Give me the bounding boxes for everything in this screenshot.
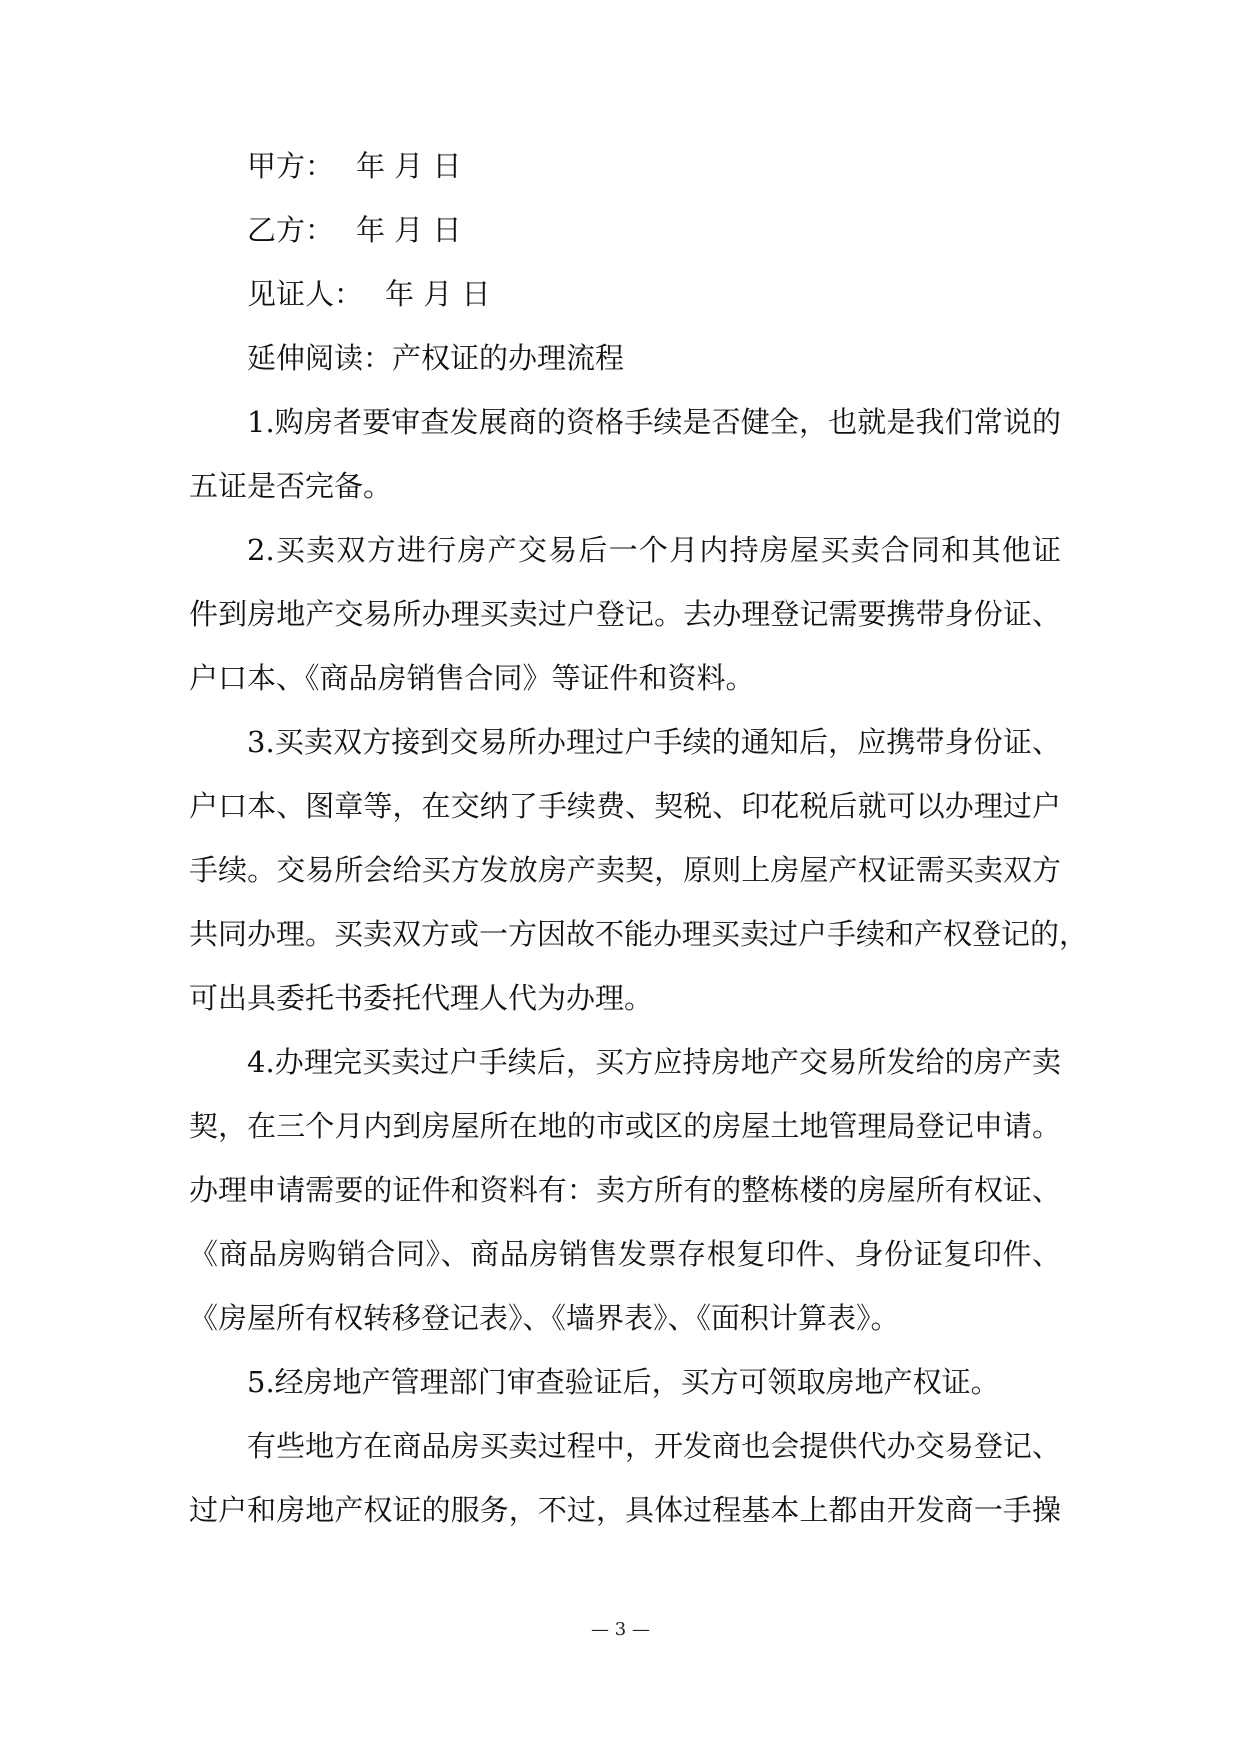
document-body <box>189 149 1089 1558</box>
paragraph <box>189 1430 1061 1526</box>
paragraph-line: 户口本、《商品房销售合同》等证件和资料。 <box>189 661 755 695</box>
paragraph-line: 4.办理完买卖过户手续后，买方应持房地产交易所发给的房产卖 <box>247 1045 1061 1079</box>
section-heading: 延伸阅读：产权证的办理流程 <box>247 341 625 375</box>
paragraph-line: 户口本、图章等，在交纳了手续费、契税、印花税后就可以办理过户 <box>189 789 1061 823</box>
signature-party-a <box>189 150 1061 214</box>
signature-party-b <box>189 214 1061 278</box>
paragraph <box>189 725 1089 1015</box>
signature-label: 见证人： <box>247 277 364 311</box>
paragraph-line: 五证是否完备。 <box>189 469 393 503</box>
paragraph-line: 契，在三个月内到房屋所在地的市或区的房屋土地管理局登记申请。 <box>189 1109 1061 1143</box>
paragraph-list <box>189 405 1089 1527</box>
signature-date: 年 月 日 <box>356 149 462 183</box>
paragraph-line: 2.买卖双方进行房产交易后一个月内持房屋买卖合同和其他证 <box>247 533 1061 567</box>
paragraph-line: 《房屋所有权转移登记表》、《墙界表》、《面积计算表》。 <box>189 1301 900 1335</box>
signature-date: 年 月 日 <box>356 213 462 247</box>
paragraph <box>189 1366 1061 1398</box>
paragraph-line: 过户和房地产权证的服务，不过，具体过程基本上都由开发商一手操 <box>189 1493 1061 1527</box>
paragraph-line: 手续。交易所会给买方发放房产卖契，原则上房屋产权证需买卖双方 <box>189 853 1061 887</box>
paragraph-line: 办理申请需要的证件和资料有：卖方所有的整栋楼的房屋所有权证、 <box>189 1173 1061 1207</box>
paragraph-line: 共同办理。买卖双方或一方因故不能办理买卖过户手续和产权登记的， <box>189 917 1089 951</box>
signature-witness <box>189 278 1061 342</box>
paragraph-line: 可出具委托书委托代理人代为办理。 <box>189 981 654 1015</box>
paragraph-line: 5.经房地产管理部门审查验证后，买方可领取房地产权证。 <box>247 1365 1000 1399</box>
paragraph-line: 3.买卖双方接到交易所办理过户手续的通知后，应携带身份证、 <box>247 725 1061 759</box>
signature-date: 年 月 日 <box>385 277 491 311</box>
paragraph <box>189 534 1061 694</box>
paragraph-line: 有些地方在商品房买卖过程中，开发商也会提供代办交易登记、 <box>247 1429 1061 1463</box>
signature-label: 甲方： <box>247 149 335 183</box>
paragraph <box>189 1046 1061 1334</box>
paragraph-line: 1.购房者要审查发展商的资格手续是否健全，也就是我们常说的 <box>247 405 1061 439</box>
paragraph-line: 《商品房购销合同》、商品房销售发票存根复印件、身份证复印件、 <box>189 1237 1061 1271</box>
page-number: — 3 — <box>591 1619 650 1640</box>
paragraph-line: 件到房地产交易所办理买卖过户登记。去办理登记需要携带身份证、 <box>189 597 1061 631</box>
signature-label: 乙方： <box>247 213 335 247</box>
paragraph <box>189 406 1061 502</box>
